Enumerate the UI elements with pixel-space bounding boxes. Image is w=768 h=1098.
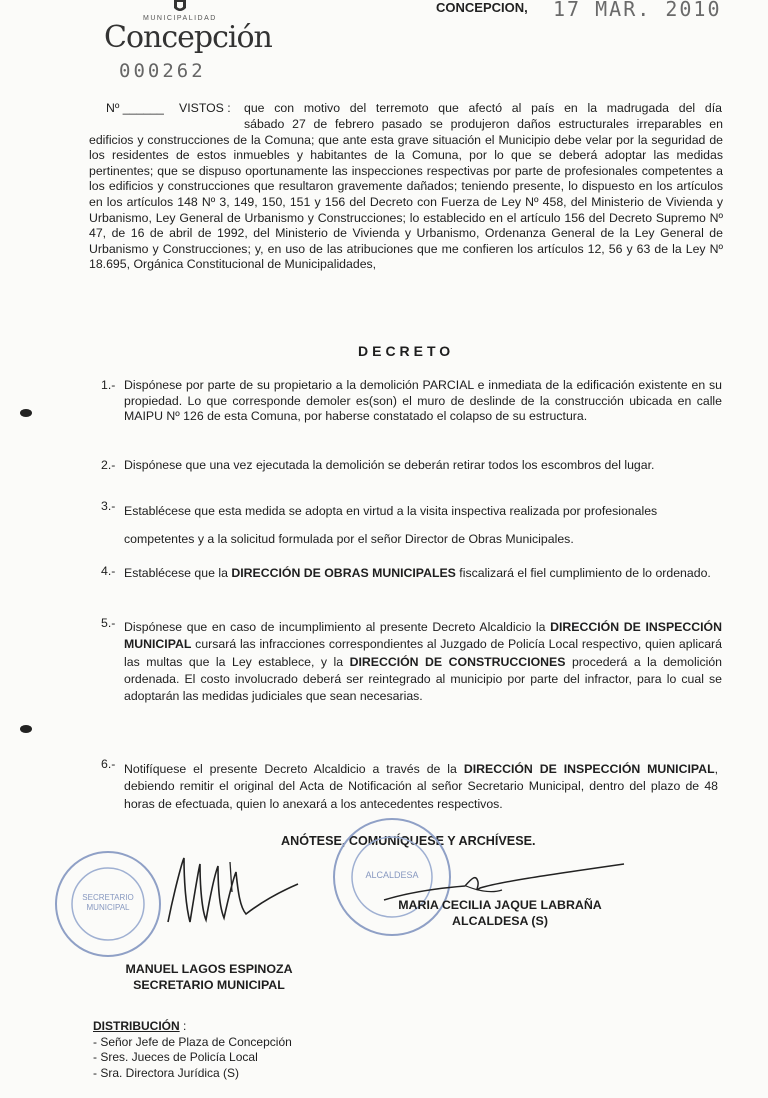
vistos-body: sábado 27 de febrero pasado se produjeron daños estructurales irreparables en edificios y construcciones de la Comuna; que ante esta grave situación el Municipio debe velar por la seguridad de los residentes de estos inmuebles y habitantes de la Comuna, por lo que se deberá adoptar las medidas pertinentes; que se dispuso oportunamente las inspecciones respectivas por parte de profesionales competentes a los edificios y construcciones que resultaron gravemente dañados; teniendo presente, lo dispuesto en los artículos en los artículos 148 Nº 3, 149, 150, 151 y 156 del Decreto con Fuerza de Ley Nº 458, del Ministerio de Vivienda y Urbanismo, Ley General de Urbanismo y Construcciones; lo establecido en el artículo 156 del Decreto Supremo Nº 47, de 16 de abril de 1992, del Ministerio de Vivienda y Urbanismo, Ordenanza General de la Ley General de Urbanismo y Construcciones; y, en uso de las atribuciones que me confieren los artículos 12, 56 y 63 de la Ley Nº 18.695, Orgánica Constitucional de Municipalidades, [89, 117, 723, 272]
city-label: CONCEPCION, [436, 0, 528, 15]
secretary-name: MANUEL LAGOS ESPINOZA [125, 962, 293, 976]
item-5-number: 5.- [101, 616, 116, 630]
secretary-seal-text: SECRETARIO MUNICIPAL [82, 893, 134, 912]
mayor-seal-text: ALCALDESA [365, 870, 419, 880]
item-5-text: Dispónese que en caso de incumplimiento al presente Decreto Alcaldicio la DIRECCIÓN DE INSPECCIÓN MUNICIPAL cursará las infracciones correspondientes al Juzgado de Policía Local respectivo, quien aplicará las multas que la Ley establece, y la DIRECCIÓN DE CONSTRUCCIONES procederá a la demolición ordenada. El costo involucrado deberá ser reintegrado al municipio por parte del infractor, para lo cual se adoptarán las medidas judiciales que sean necesarias. [124, 620, 722, 704]
mayor-title: ALCALDESA (S) [452, 914, 548, 928]
punch-hole [20, 409, 32, 417]
folio-number: 000262 [119, 60, 206, 82]
distribution-block: DISTRIBUCIÓN : - Señor Jefe de Plaza de Concepción - Sres. Jueces de Policía Local - Sra. Directora Jurídica (S) [93, 1019, 292, 1080]
date-stamp: 17 MAR. 2010 [553, 0, 722, 21]
punch-hole [20, 725, 32, 733]
direccion-inspeccion: DIRECCIÓN DE INSPECCIÓN MUNICIPAL [124, 620, 722, 652]
secretary-title: SECRETARIO MUNICIPAL [133, 978, 285, 992]
vistos-first-line: que con motivo del terremoto que afectó al país en la madrugada del día [244, 101, 722, 115]
distribution-line: - Sres. Jueces de Policía Local [93, 1050, 258, 1064]
item-3-line-2: competentes y a la solicitud formulada por el señor Director de Obras Municipales. [124, 532, 574, 546]
decreto-heading: DECRETO [358, 343, 455, 359]
item-4-number: 4.- [101, 564, 116, 578]
municipality-logo: Concepción [104, 20, 272, 55]
item-4-text: Establécese que la DIRECCIÓN DE OBRAS MUNICIPALES fiscalizará el fiel cumplimiento de lo ordenado. [124, 566, 711, 580]
item-1-number: 1.- [101, 378, 116, 392]
closing-formula: ANÓTESE, COMUNÍQUESE Y ARCHÍVESE. [281, 834, 536, 848]
item-3-number: 3.- [101, 499, 116, 513]
direccion-obras: DIRECCIÓN DE OBRAS MUNICIPALES [231, 566, 456, 580]
item-2-text: Dispónese que una vez ejecutada la demolición se deberán retirar todos los escombros del lugar. [124, 458, 655, 472]
item-6-text: Notifíquese el presente Decreto Alcaldicio a través de la DIRECCIÓN DE INSPECCIÓN MUNICIPAL, debiendo remitir el original del Acta de Notificación al señor Secretario Municipal, dentro del plazo de 48 horas de efectuada, quien lo anexará a los antecedentes respectivos. [124, 762, 718, 811]
municipality-label: MUNICIPALIDAD [143, 15, 217, 22]
distribution-line: - Sra. Directora Jurídica (S) [93, 1065, 240, 1080]
direccion-construcciones: DIRECCIÓN DE CONSTRUCCIONES [349, 654, 566, 669]
item-3-line-1: Establécese que esta medida se adopta en virtud a la visita inspectiva realizada por profesionales [124, 504, 658, 518]
item-6-number: 6.- [101, 757, 116, 771]
item-1-text: Dispónese por parte de su propietario a la demolición PARCIAL e inmediata de la edificación existente en su propiedad. Lo que corresponde demoler es(son) el muro de deslinde de la construcción ubicada en calle MAIPU Nº 126 de esta Comuna, por haberse constatado el colapso de su estructura. [124, 378, 722, 424]
mayor-signature-block [380, 897, 620, 929]
direccion-inspeccion-2: DIRECCIÓN DE INSPECCIÓN MUNICIPAL [463, 762, 715, 776]
vistos-label: VISTOS : [179, 101, 231, 115]
secretary-signature [160, 852, 310, 932]
mayor-name: MARIA CECILIA JAQUE LABRAÑA [398, 898, 602, 912]
distribution-line: - Señor Jefe de Plaza de Concepción [93, 1034, 292, 1049]
secretary-signature-block [100, 961, 318, 993]
distribution-title: DISTRIBUCIÓN [93, 1019, 180, 1033]
decree-number-label: Nº ______ [106, 101, 164, 115]
coat-of-arms-icon [172, 0, 188, 14]
item-2-number: 2.- [101, 458, 116, 472]
